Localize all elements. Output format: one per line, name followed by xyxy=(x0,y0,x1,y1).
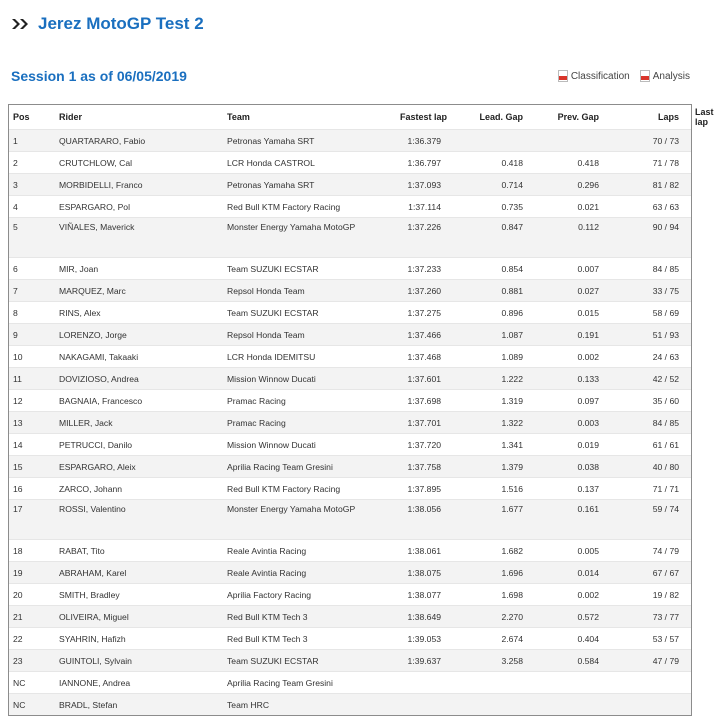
cell-team: Repsol Honda Team xyxy=(223,324,371,346)
cell-lead-gap: 1.696 xyxy=(451,562,527,584)
cell-rider: NAKAGAMI, Takaaki xyxy=(55,346,223,368)
cell-prev-gap xyxy=(527,130,603,152)
cell-team: Monster Energy Yamaha MotoGP xyxy=(223,218,371,258)
cell-rider: RABAT, Tito xyxy=(55,540,223,562)
table-row xyxy=(9,218,691,258)
cell-pos: 12 xyxy=(9,390,55,412)
cell-prev-gap: 0.002 xyxy=(527,584,603,606)
cell-team: Team HRC xyxy=(223,694,371,716)
cell-lead-gap: 0.854 xyxy=(451,258,527,280)
cell-pos: 7 xyxy=(9,280,55,302)
cell-prev-gap: 0.404 xyxy=(527,628,603,650)
cell-laps: 61 / 61 xyxy=(603,434,691,456)
cell-pos: 14 xyxy=(9,434,55,456)
results-table xyxy=(9,105,714,715)
cell-fastest-lap: 1:38.056 xyxy=(371,500,451,540)
cell-pos: 9 xyxy=(9,324,55,346)
cell-fastest-lap: 1:37.260 xyxy=(371,280,451,302)
cell-lead-gap: 1.089 xyxy=(451,346,527,368)
table-row xyxy=(9,650,691,672)
cell-pos: 16 xyxy=(9,478,55,500)
cell-lead-gap: 1.087 xyxy=(451,324,527,346)
cell-laps xyxy=(603,694,691,716)
cell-fastest-lap: 1:37.758 xyxy=(371,456,451,478)
cell-lead-gap: 1.222 xyxy=(451,368,527,390)
cell-team: Aprilia Racing Team Gresini xyxy=(223,672,371,694)
table-row xyxy=(9,174,691,196)
cell-laps: 40 / 80 xyxy=(603,456,691,478)
cell-lead-gap: 0.735 xyxy=(451,196,527,218)
cell-rider: DOVIZIOSO, Andrea xyxy=(55,368,223,390)
table-row xyxy=(9,500,691,540)
cell-fastest-lap: 1:37.093 xyxy=(371,174,451,196)
cell-prev-gap: 0.003 xyxy=(527,412,603,434)
cell-team: Aprilia Racing Team Gresini xyxy=(223,456,371,478)
cell-rider: IANNONE, Andrea xyxy=(55,672,223,694)
table-row xyxy=(9,478,691,500)
cell-rider: ESPARGARO, Pol xyxy=(55,196,223,218)
cell-pos: 4 xyxy=(9,196,55,218)
cell-pos: 8 xyxy=(9,302,55,324)
cell-laps: 58 / 69 xyxy=(603,302,691,324)
cell-team: LCR Honda IDEMITSU xyxy=(223,346,371,368)
cell-prev-gap: 0.002 xyxy=(527,346,603,368)
header-team: Team xyxy=(223,105,371,130)
cell-prev-gap: 0.007 xyxy=(527,258,603,280)
cell-rider: BRADL, Stefan xyxy=(55,694,223,716)
cell-fastest-lap: 1:36.797 xyxy=(371,152,451,174)
cell-pos: 17 xyxy=(9,500,55,540)
cell-pos: 21 xyxy=(9,606,55,628)
header-lead-gap: Lead. Gap xyxy=(451,105,527,130)
cell-prev-gap: 0.584 xyxy=(527,650,603,672)
cell-pos: 13 xyxy=(9,412,55,434)
cell-team: Petronas Yamaha SRT xyxy=(223,174,371,196)
cell-fastest-lap: 1:38.649 xyxy=(371,606,451,628)
cell-prev-gap: 0.038 xyxy=(527,456,603,478)
cell-rider: CRUTCHLOW, Cal xyxy=(55,152,223,174)
double-chevron-right-icon xyxy=(12,18,32,30)
cell-laps: 53 / 57 xyxy=(603,628,691,650)
cell-lead-gap: 3.258 xyxy=(451,650,527,672)
cell-fastest-lap: 1:37.601 xyxy=(371,368,451,390)
cell-pos: 10 xyxy=(9,346,55,368)
cell-fastest-lap: 1:39.637 xyxy=(371,650,451,672)
cell-prev-gap: 0.191 xyxy=(527,324,603,346)
cell-laps: 67 / 67 xyxy=(603,562,691,584)
cell-lead-gap: 2.270 xyxy=(451,606,527,628)
cell-fastest-lap: 1:36.379 xyxy=(371,130,451,152)
cell-prev-gap: 0.418 xyxy=(527,152,603,174)
cell-team: Red Bull KTM Tech 3 xyxy=(223,606,371,628)
cell-laps: 47 / 79 xyxy=(603,650,691,672)
table-row xyxy=(9,606,691,628)
cell-team: Pramac Racing xyxy=(223,412,371,434)
cell-lead-gap: 0.847 xyxy=(451,218,527,258)
cell-fastest-lap: 1:37.698 xyxy=(371,390,451,412)
cell-prev-gap: 0.019 xyxy=(527,434,603,456)
cell-team: Pramac Racing xyxy=(223,390,371,412)
cell-fastest-lap: 1:37.233 xyxy=(371,258,451,280)
cell-fastest-lap: 1:37.720 xyxy=(371,434,451,456)
cell-prev-gap: 0.014 xyxy=(527,562,603,584)
cell-fastest-lap: 1:38.061 xyxy=(371,540,451,562)
cell-fastest-lap: 1:37.466 xyxy=(371,324,451,346)
cell-rider: RINS, Alex xyxy=(55,302,223,324)
cell-pos: 3 xyxy=(9,174,55,196)
cell-pos: NC xyxy=(9,672,55,694)
cell-lead-gap: 1.319 xyxy=(451,390,527,412)
cell-laps: 51 / 93 xyxy=(603,324,691,346)
cell-laps xyxy=(603,672,691,694)
cell-laps: 33 / 75 xyxy=(603,280,691,302)
cell-rider: LORENZO, Jorge xyxy=(55,324,223,346)
cell-fastest-lap: 1:37.701 xyxy=(371,412,451,434)
cell-lead-gap: 0.714 xyxy=(451,174,527,196)
cell-lead-gap: 1.322 xyxy=(451,412,527,434)
cell-team: Red Bull KTM Tech 3 xyxy=(223,628,371,650)
cell-prev-gap: 0.161 xyxy=(527,500,603,540)
cell-rider: MARQUEZ, Marc xyxy=(55,280,223,302)
cell-rider: GUINTOLI, Sylvain xyxy=(55,650,223,672)
cell-lead-gap: 1.677 xyxy=(451,500,527,540)
cell-prev-gap: 0.097 xyxy=(527,390,603,412)
table-header-row: Pos Rider Team Fastest lap Lead. Gap Prev. Gap Laps Last lap xyxy=(9,105,691,130)
cell-prev-gap: 0.137 xyxy=(527,478,603,500)
table-row xyxy=(9,628,691,650)
cell-prev-gap: 0.133 xyxy=(527,368,603,390)
cell-laps: 74 / 79 xyxy=(603,540,691,562)
cell-pos: 18 xyxy=(9,540,55,562)
cell-pos: 20 xyxy=(9,584,55,606)
table-row xyxy=(9,346,691,368)
session-heading: Session 1 as of 06/05/2019 xyxy=(11,68,187,84)
table-row xyxy=(9,540,691,562)
cell-lead-gap: 0.896 xyxy=(451,302,527,324)
cell-rider: BAGNAIA, Francesco xyxy=(55,390,223,412)
cell-fastest-lap xyxy=(371,694,451,716)
cell-pos: 2 xyxy=(9,152,55,174)
cell-lead-gap: 1.341 xyxy=(451,434,527,456)
analysis-link[interactable] xyxy=(640,70,690,82)
cell-fastest-lap: 1:39.053 xyxy=(371,628,451,650)
cell-fastest-lap: 1:37.114 xyxy=(371,196,451,218)
table-row xyxy=(9,130,691,152)
pdf-icon xyxy=(640,70,650,82)
cell-rider: OLIVEIRA, Miguel xyxy=(55,606,223,628)
cell-lead-gap: 0.881 xyxy=(451,280,527,302)
cell-team: LCR Honda CASTROL xyxy=(223,152,371,174)
cell-laps: 42 / 52 xyxy=(603,368,691,390)
cell-pos: 1 xyxy=(9,130,55,152)
cell-rider: SYAHRIN, Hafizh xyxy=(55,628,223,650)
header-rider: Rider xyxy=(55,105,223,130)
header-fastest-lap: Fastest lap xyxy=(371,105,451,130)
cell-pos: 6 xyxy=(9,258,55,280)
header-laps: Laps xyxy=(603,105,691,130)
cell-fastest-lap: 1:37.468 xyxy=(371,346,451,368)
cell-rider: ROSSI, Valentino xyxy=(55,500,223,540)
cell-lead-gap xyxy=(451,672,527,694)
cell-prev-gap: 0.572 xyxy=(527,606,603,628)
cell-fastest-lap: 1:37.895 xyxy=(371,478,451,500)
cell-laps: 73 / 77 xyxy=(603,606,691,628)
cell-team: Team SUZUKI ECSTAR xyxy=(223,650,371,672)
cell-laps: 19 / 82 xyxy=(603,584,691,606)
cell-pos: 11 xyxy=(9,368,55,390)
table-row xyxy=(9,258,691,280)
cell-laps: 63 / 63 xyxy=(603,196,691,218)
page-title-text: Jerez MotoGP Test 2 xyxy=(38,14,204,33)
cell-laps: 24 / 63 xyxy=(603,346,691,368)
cell-rider: MORBIDELLI, Franco xyxy=(55,174,223,196)
cell-lead-gap xyxy=(451,130,527,152)
classification-link[interactable] xyxy=(558,70,630,82)
cell-prev-gap xyxy=(527,672,603,694)
cell-prev-gap: 0.015 xyxy=(527,302,603,324)
cell-rider: ABRAHAM, Karel xyxy=(55,562,223,584)
cell-laps: 71 / 71 xyxy=(603,478,691,500)
cell-rider: ZARCO, Johann xyxy=(55,478,223,500)
header-pos: Pos xyxy=(9,105,55,130)
cell-pos: 5 xyxy=(9,218,55,258)
cell-rider: ESPARGARO, Aleix xyxy=(55,456,223,478)
classification-link-label: Classification xyxy=(570,70,630,82)
table-row xyxy=(9,390,691,412)
cell-laps: 84 / 85 xyxy=(603,412,691,434)
table-row xyxy=(9,196,691,218)
table-row xyxy=(9,368,691,390)
cell-team: Reale Avintia Racing xyxy=(223,562,371,584)
cell-rider: VIÑALES, Maverick xyxy=(55,218,223,258)
cell-laps: 90 / 94 xyxy=(603,218,691,258)
cell-team: Petronas Yamaha SRT xyxy=(223,130,371,152)
cell-lead-gap: 0.418 xyxy=(451,152,527,174)
header-prev-gap: Prev. Gap xyxy=(527,105,603,130)
cell-rider: MIR, Joan xyxy=(55,258,223,280)
cell-pos: 22 xyxy=(9,628,55,650)
table-row xyxy=(9,456,691,478)
table-row xyxy=(9,434,691,456)
table-row xyxy=(9,562,691,584)
cell-team: Team SUZUKI ECSTAR xyxy=(223,302,371,324)
page-title xyxy=(12,14,204,34)
cell-team: Aprilia Factory Racing xyxy=(223,584,371,606)
cell-prev-gap: 0.296 xyxy=(527,174,603,196)
cell-fastest-lap: 1:37.226 xyxy=(371,218,451,258)
cell-laps: 81 / 82 xyxy=(603,174,691,196)
cell-prev-gap: 0.005 xyxy=(527,540,603,562)
cell-laps: 35 / 60 xyxy=(603,390,691,412)
cell-fastest-lap: 1:38.075 xyxy=(371,562,451,584)
cell-team: Repsol Honda Team xyxy=(223,280,371,302)
results-table-body xyxy=(9,130,691,716)
cell-pos: 15 xyxy=(9,456,55,478)
cell-laps: 84 / 85 xyxy=(603,258,691,280)
cell-rider: MILLER, Jack xyxy=(55,412,223,434)
cell-prev-gap xyxy=(527,694,603,716)
cell-prev-gap: 0.027 xyxy=(527,280,603,302)
table-row xyxy=(9,412,691,434)
cell-lead-gap: 1.379 xyxy=(451,456,527,478)
download-links xyxy=(558,70,690,82)
cell-lead-gap: 1.682 xyxy=(451,540,527,562)
cell-lead-gap: 2.674 xyxy=(451,628,527,650)
cell-team: Mission Winnow Ducati xyxy=(223,368,371,390)
cell-fastest-lap: 1:38.077 xyxy=(371,584,451,606)
cell-laps: 59 / 74 xyxy=(603,500,691,540)
cell-laps: 71 / 78 xyxy=(603,152,691,174)
pdf-icon xyxy=(558,70,568,82)
cell-lead-gap xyxy=(451,694,527,716)
cell-lead-gap: 1.698 xyxy=(451,584,527,606)
cell-team: Reale Avintia Racing xyxy=(223,540,371,562)
cell-fastest-lap: 1:37.275 xyxy=(371,302,451,324)
cell-fastest-lap xyxy=(371,672,451,694)
table-row xyxy=(9,324,691,346)
cell-prev-gap: 0.112 xyxy=(527,218,603,258)
results-table-container xyxy=(8,104,714,716)
cell-rider: SMITH, Bradley xyxy=(55,584,223,606)
analysis-link-label: Analysis xyxy=(652,70,690,82)
cell-team: Team SUZUKI ECSTAR xyxy=(223,258,371,280)
table-row xyxy=(9,694,691,716)
cell-team: Monster Energy Yamaha MotoGP xyxy=(223,500,371,540)
cell-lead-gap: 1.516 xyxy=(451,478,527,500)
cell-pos: 23 xyxy=(9,650,55,672)
cell-team: Mission Winnow Ducati xyxy=(223,434,371,456)
table-row xyxy=(9,672,691,694)
table-row xyxy=(9,280,691,302)
cell-team: Red Bull KTM Factory Racing xyxy=(223,478,371,500)
cell-rider: QUARTARARO, Fabio xyxy=(55,130,223,152)
cell-rider: PETRUCCI, Danilo xyxy=(55,434,223,456)
table-row xyxy=(9,152,691,174)
cell-pos: 19 xyxy=(9,562,55,584)
cell-laps: 70 / 73 xyxy=(603,130,691,152)
table-row xyxy=(9,584,691,606)
cell-team: Red Bull KTM Factory Racing xyxy=(223,196,371,218)
cell-prev-gap: 0.021 xyxy=(527,196,603,218)
cell-pos: NC xyxy=(9,694,55,716)
table-row xyxy=(9,302,691,324)
